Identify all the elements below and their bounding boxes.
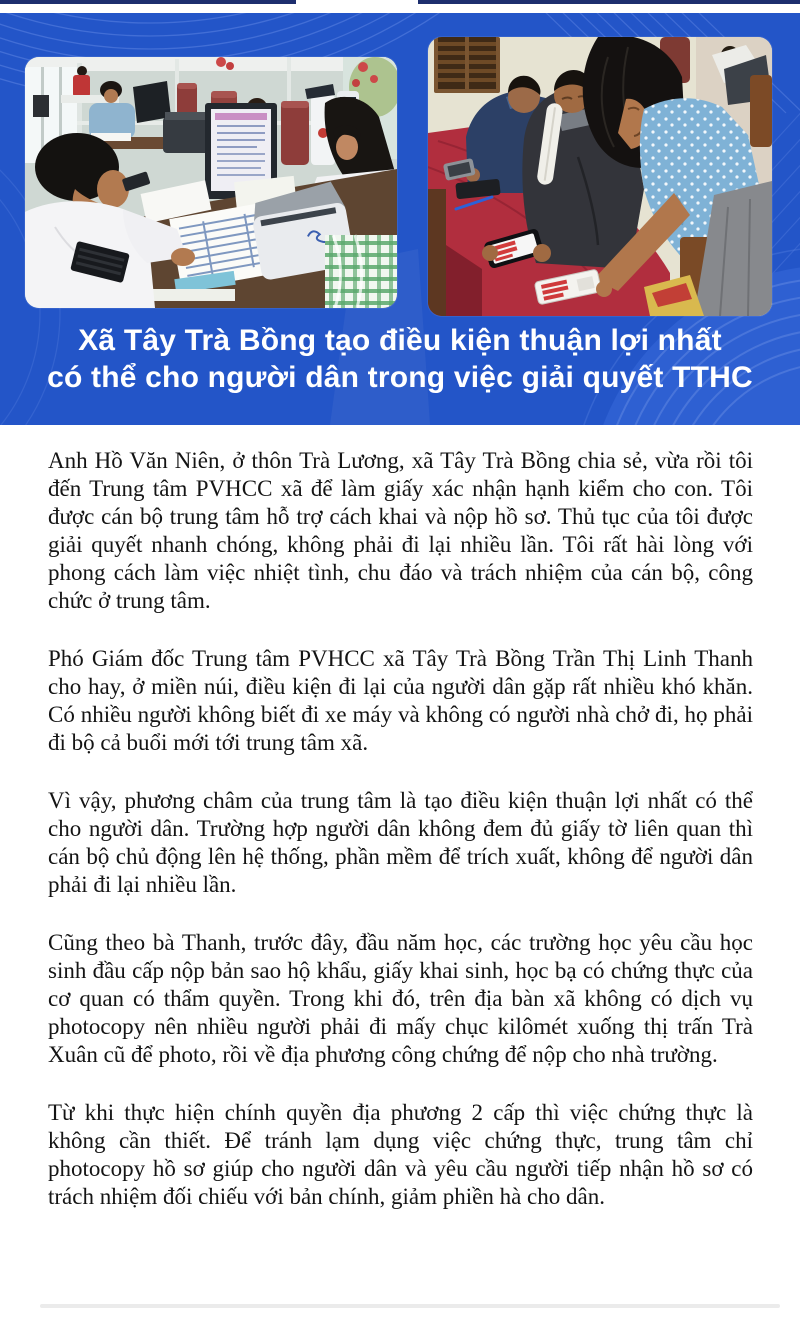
paragraph-4: Cũng theo bà Thanh, trước đây, đầu năm học, các trường học yêu cầu học sinh đầu cấp nộp bản sao hộ khẩu, giấy khai sinh, học bạ có chứng thực của cơ quan có thẩm quyền. Trong khi đó, trên địa bàn xã không có dịch vụ photocopy nên nhiều người phải đi mấy chục kilômét xuống thị trấn Trà Xuân cũ để photo, rồi về địa phương công chứng để nộp cho nhà trường. — [48, 930, 753, 1067]
paragraph-2: Phó Giám đốc Trung tâm PVHCC xã Tây Trà Bồng Trần Thị Linh Thanh cho hay, ở miền núi, điều kiện đi lại của người dân gặp rất nhiều khó khăn. Có nhiều người không biết đi xe máy và không có người nhà chở đi, họ phải đi bộ cả buổi mới tới trung tâm xã. — [48, 646, 753, 755]
banner-caption-line2: có thể cho người dân trong việc giải quyết TTHC — [47, 361, 753, 394]
paragraph-3: Vì vậy, phương châm của trung tâm là tạo điều kiện thuận lợi nhất có thể cho người dân. Trường hợp người dân không đem đủ giấy tờ liên quan thì cán bộ chủ động lên hệ thống, phần mềm để trích xuất, không để người dân phải đi lại nhiều lần. — [48, 788, 753, 897]
paragraph-5: Từ khi thực hiện chính quyền địa phương 2 cấp thì việc chứng thực là không cần thiết. Để tránh lạm dụng việc chứng thực, trung tâm chỉ photocopy hồ sơ giúp cho người dân và yêu cầu người tiếp nhận hồ sơ có trách nhiệm đối chiếu với bản chính, giảm phiền hà cho dân. — [48, 1100, 753, 1209]
banner-caption-line1: Xã Tây Trà Bồng tạo điều kiện thuận lợi nhất — [78, 324, 722, 357]
banner-caption — [0, 322, 800, 396]
top-white-gap — [0, 4, 800, 13]
phone-guidance-photo — [428, 37, 772, 316]
article-body — [48, 447, 753, 1241]
paragraph-1: Anh Hồ Văn Niên, ở thôn Trà Lương, xã Tây Trà Bồng chia sẻ, vừa rồi tôi đến Trung tâm PVHCC xã để làm giấy xác nhận hạnh kiểm cho con. Tôi được cán bộ trung tâm hỗ trợ cách khai và nộp hồ sơ. Thủ tục của tôi được giải quyết nhanh chóng, không phải đi lại nhiều lần. Tôi rất hài lòng với phong cách làm việc nhiệt tình, chu đáo và trách nhiệm của cán bộ, công chức ở trung tâm. — [48, 448, 753, 613]
photo-banner — [0, 13, 800, 425]
pvhcc-counter-photo — [25, 57, 397, 308]
bottom-divider — [40, 1304, 780, 1308]
